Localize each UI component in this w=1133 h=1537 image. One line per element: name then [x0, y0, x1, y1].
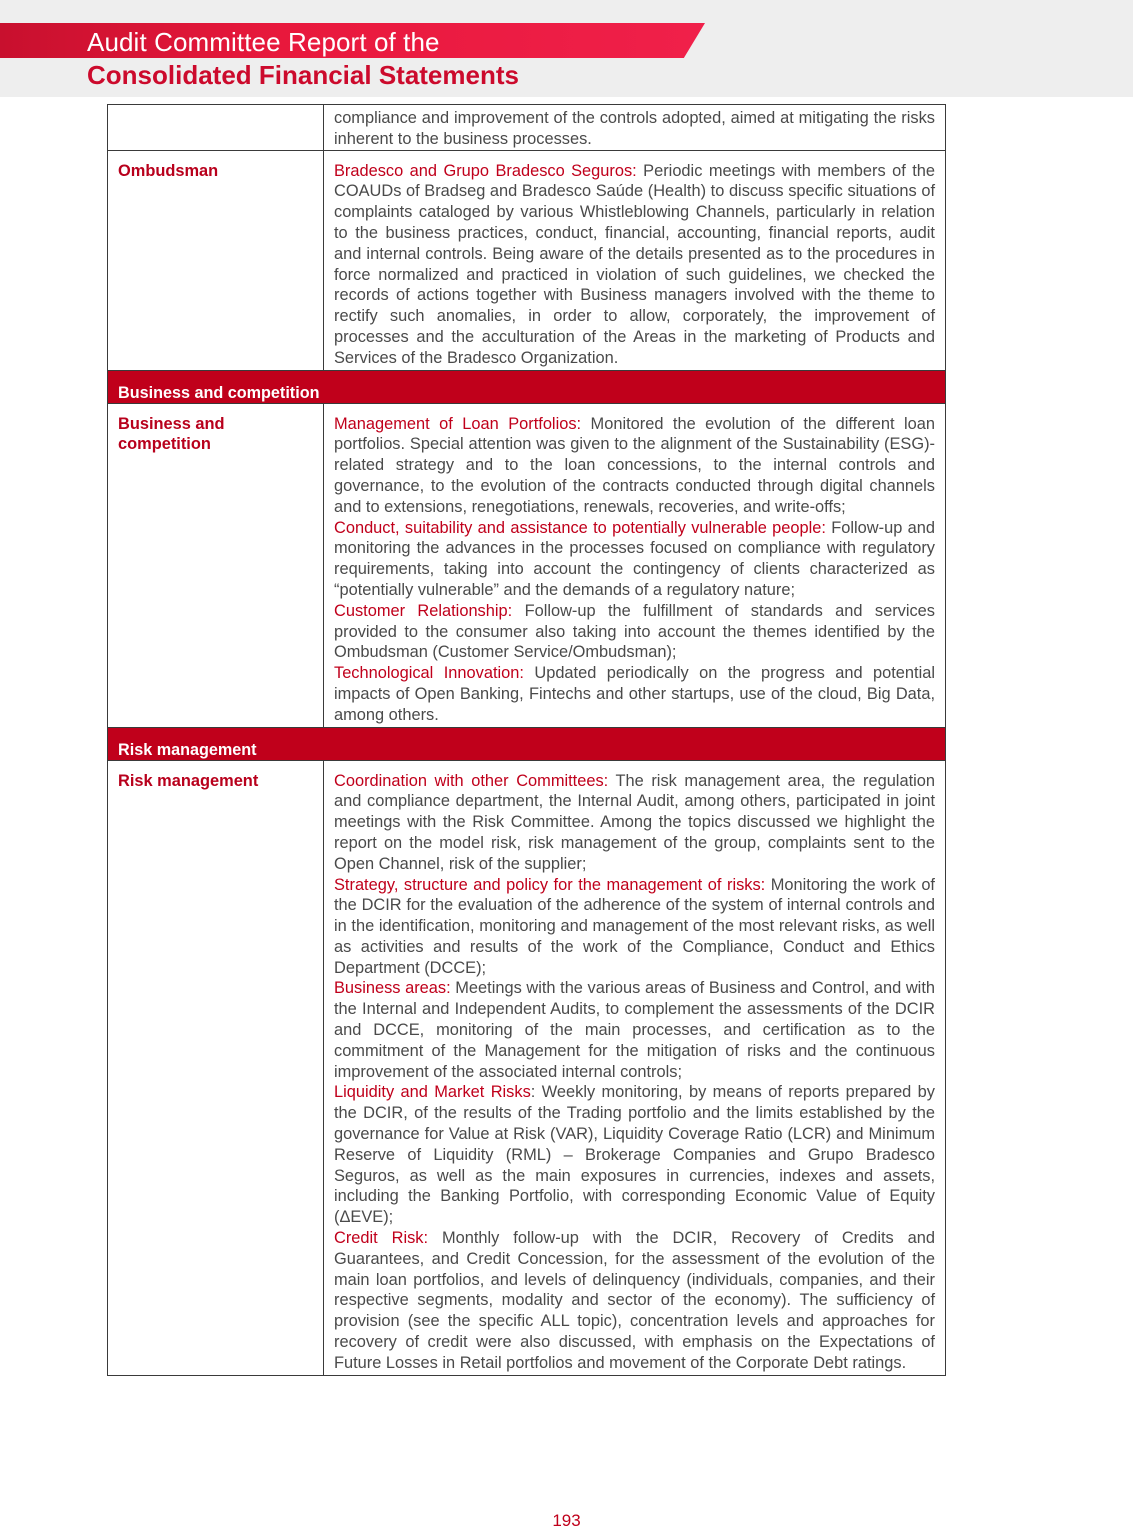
paragraph-lead: Conduct, suitability and assistance to potentially vulnerable people:	[334, 518, 826, 537]
continuation-text: compliance and improvement of the controls adopted, aimed at mitigating the risks inherent to the business processes.	[334, 109, 935, 148]
paragraph-text: Monthly follow-up with the DCIR, Recovery of Credits and Guarantees, and Credit Concession, for the assessment of the evolution of the main loan portfolios, and levels of delinquency (individuals, companies, and their respective segments, modality and sector of the economy). The sufficiency of provision (see the specific ALL topic), concentration levels and approaches for recovery of credit were also discussed, with emphasis on the Expectations of Future Losses in Retail portfolios and movement of the Corporate Debt ratings.	[334, 1229, 935, 1372]
table-row	[108, 150, 946, 370]
table-row	[108, 105, 946, 151]
business-item	[334, 518, 935, 601]
business-item	[334, 663, 935, 725]
report-subtitle: Consolidated Financial Statements	[87, 60, 519, 90]
content-cell	[324, 760, 946, 1375]
paragraph-lead: Business areas:	[334, 979, 451, 998]
paragraph-text: Meetings with the various areas of Business and Control, and with the Internal and Independent Audits, to complement the assessments of the DCIR and DCCE, monitoring of the main processes, and certification as to the commitment of the Management for the mitigation of risks and the continuous improvement of the associated internal controls;	[334, 979, 935, 1081]
paragraph-lead: Liquidity and Market Risks	[334, 1083, 531, 1102]
content-cell	[324, 150, 946, 370]
paragraph-text: Follow-up and monitoring the advances in the processes focused on compliance with regulatory requirements, taking into account the contingency of clients characterized as “potentially vulnerable” and the demands of a regulatory nature;	[334, 518, 935, 599]
risk-item	[334, 875, 935, 979]
paragraph-lead: Coordination with other Committees:	[334, 771, 609, 790]
table-row	[108, 403, 946, 727]
paragraph-text: Follow-up the fulfillment of standards and services provided to the consumer also taking into account the themes identified by the Ombudsman (Customer Service/Ombudsman);	[334, 601, 935, 662]
row-label-risk: Risk management	[108, 760, 324, 1375]
business-item	[334, 414, 935, 518]
report-table	[107, 104, 946, 1376]
row-label-business: Business and competition	[108, 403, 324, 727]
paragraph-text: : Weekly monitoring, by means of reports prepared by the DCIR, of the results of the Trading portfolio and the limits established by the governance for Value at Risk (VAR), Liquidity Coverage Ratio (LCR) and Minimum Reserve of Liquidity (RML) – Brokerage Companies and Grupo Bradesco Seguros, as well as the main exposures in currencies, indexes and assets, including the Banking Portfolio, with corresponding Economic Value of Equity (ΔEVE);	[334, 1083, 935, 1227]
content-cell	[324, 403, 946, 727]
row-label-ombudsman: Ombudsman	[108, 150, 324, 370]
paragraph-lead: Customer Relationship:	[334, 601, 513, 620]
paragraph-lead: Strategy, structure and policy for the management of risks:	[334, 875, 766, 894]
paragraph-lead: Bradesco and Grupo Bradesco Seguros:	[334, 161, 637, 180]
risk-item	[334, 1082, 935, 1228]
section-title: Business and competition	[108, 370, 946, 403]
content-cell	[324, 105, 946, 151]
report-title: Audit Committee Report of the	[87, 27, 440, 57]
section-header-risk	[108, 727, 946, 760]
risk-item	[334, 1228, 935, 1374]
risk-item	[334, 771, 935, 875]
paragraph-text: The risk management area, the regulation and compliance department, the Internal Audit, among others, participated in joint meetings with the Risk Committee. Among the topics discussed we highlight the report on the model risk, risk management of the group, complaints sent to the Open Channel, risk of the supplier;	[334, 771, 935, 873]
paragraph-text: Monitored the evolution of the different loan portfolios. Special attention was given to the alignment of the Sustainability (ESG)-related strategy and to the loan concessions, to the internal controls and governance, to the evolution of the contracts conducted through digital channels and to extensions, renegotiations, renewals, recoveries, and write-offs;	[334, 414, 936, 516]
section-header-business	[108, 370, 946, 403]
empty-label-cell	[108, 105, 324, 151]
risk-item	[334, 978, 935, 1082]
paragraph-text: Periodic meetings with members of the COAUDs of Bradseg and Bradesco Saúde (Health) to discuss specific situations of complaints cataloged by various Whistleblowing Channels, particularly in relation to the business practices, conduct, financial, accounting, financial reports, audit and internal controls. Being aware of the details presented as to the procedures in force normalized and practiced in violation of such guidelines, we checked the records of actions together with Business managers involved with the theme to rectify such anomalies, in order to allow, corporately, the improvement of processes and the acculturation of the Areas in the marketing of Products and Services of the Bradesco Organization.	[334, 161, 935, 367]
paragraph-text: Monitoring the work of the DCIR for the evaluation of the adherence of the system of internal controls and in the identification, monitoring and management of the most relevant risks, as well as activities and results of the work of the Compliance, Conduct and Ethics Department (DCCE);	[334, 875, 935, 977]
paragraph-lead: Technological Innovation:	[334, 664, 524, 683]
section-title: Risk management	[108, 727, 946, 760]
paragraph-lead: Management of Loan Portfolios:	[334, 414, 582, 433]
page-number: 193	[552, 1511, 581, 1530]
paragraph-text: Updated periodically on the progress and potential impacts of Open Banking, Fintechs and other startups, use of the cloud, Big Data, among others.	[334, 664, 935, 724]
business-item	[334, 601, 935, 663]
paragraph-lead: Credit Risk:	[334, 1229, 429, 1248]
table-row	[108, 760, 946, 1375]
ombudsman-paragraph	[334, 161, 935, 369]
